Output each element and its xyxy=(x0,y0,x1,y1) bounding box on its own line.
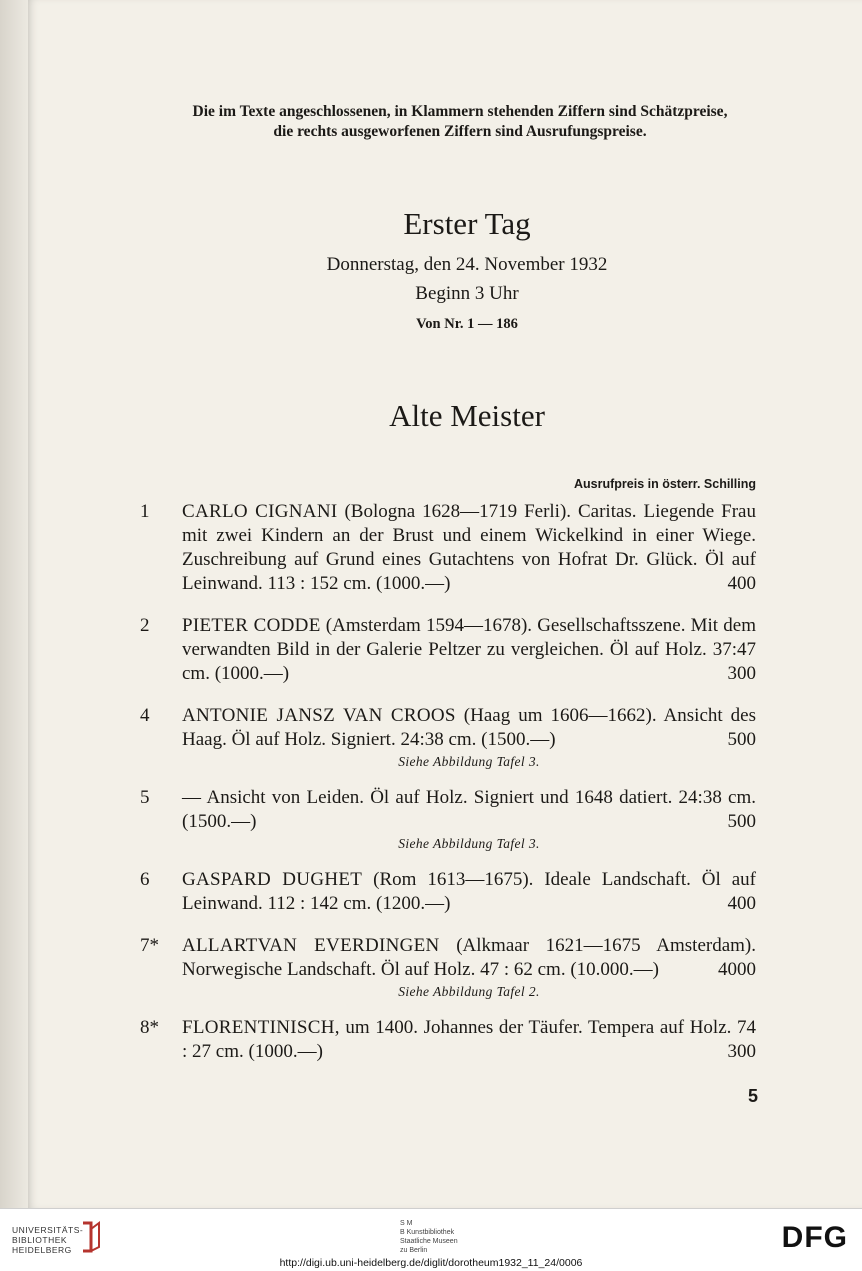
lot-description xyxy=(182,500,756,596)
intro-line-1: Die im Texte angeschlossenen, in Klammern stehenden Ziffern sind Schätzpreise, xyxy=(192,103,728,120)
lot-number: 4 xyxy=(140,705,150,726)
university-logo-icon xyxy=(80,1219,102,1255)
smb-line-1: S M xyxy=(400,1220,413,1227)
plate-reference: Siehe Abbildung Tafel 3. xyxy=(398,836,540,851)
lot-text: (Amsterdam 1594—1678). Gesellschaftsszene. Mit dem verwandten Bild in der Galerie Peltzer zu vergleichen. Öl auf Holz. 37:47 cm. (1000.—) xyxy=(182,615,756,684)
lot-number: 6 xyxy=(140,869,150,890)
lot-artist: PIETER CODDE xyxy=(182,615,321,636)
lot-description xyxy=(182,786,756,834)
lot-description xyxy=(182,868,756,916)
day-title: Erster Tag xyxy=(403,206,531,241)
auction-date: Donnerstag, den 24. November 1932 xyxy=(326,254,608,275)
lot-artist: — xyxy=(182,787,202,808)
plate-reference: Siehe Abbildung Tafel 2. xyxy=(398,984,540,999)
auction-time: Beginn 3 Uhr xyxy=(415,283,519,304)
lot-entry xyxy=(140,1016,756,1064)
lot-artist: FLORENTINISCH, xyxy=(182,1017,340,1038)
smb-line-4: zu Berlin xyxy=(400,1247,428,1254)
lot-entry xyxy=(140,614,756,686)
lot-artist: ANTONIE JANSZ VAN CROOS xyxy=(182,705,456,726)
lot-entry xyxy=(140,786,756,854)
source-url-link[interactable]: http://digi.ub.uni-heidelberg.de/diglit/dorotheum1932_11_24/0006 xyxy=(279,1257,583,1269)
lot-text: (Rom 1613—1675). Ideale Landschaft. Öl auf Leinwand. 112 : 142 cm. (1200.—) xyxy=(182,869,756,914)
university-library-label xyxy=(12,1225,83,1255)
page-number: 5 xyxy=(747,1086,758,1106)
lot-entry xyxy=(140,500,756,596)
lot-price: 4000 xyxy=(718,959,756,980)
smb-line-2: B Kunstbibliothek xyxy=(400,1229,455,1236)
digitization-footer xyxy=(0,1208,862,1271)
lot-artist: GASPARD DUGHET xyxy=(182,869,363,890)
lot-price: 300 xyxy=(727,1041,756,1062)
university-line-1: UNIVERSITÄTS- xyxy=(12,1225,84,1235)
dfg-logo: DFG xyxy=(781,1221,848,1254)
lot-text: um 1400. Johannes der Täufer. Tempera auf Holz. 74 : 27 cm. (1000.—) xyxy=(182,1017,756,1062)
lot-entry xyxy=(140,934,756,1002)
intro-line-2: die rechts ausgeworfenen Ziffern sind Ausrufungspreise. xyxy=(273,123,647,140)
smb-kunstbibliothek-label xyxy=(400,1219,458,1255)
university-line-2: BIBLIOTHEK xyxy=(12,1235,68,1245)
lot-number: 1 xyxy=(140,501,150,522)
plate-reference: Siehe Abbildung Tafel 3. xyxy=(398,754,540,769)
lot-entry xyxy=(140,868,756,916)
lot-price: 400 xyxy=(727,893,756,914)
lot-description xyxy=(182,614,756,686)
lot-artist: CARLO CIGNANI xyxy=(182,501,338,522)
lot-description xyxy=(182,704,756,752)
lot-price: 400 xyxy=(727,573,756,594)
lot-text: (Bologna 1628—1719 Ferli). Caritas. Liegende Frau mit zwei Kindern an der Brust und einem Wickelkind in einer Wiege. Zuschreibung auf Grund eines Gutachtens von Hofrat Dr. Glück. Öl auf Leinwand. 113 : 152 cm. (1000.—) xyxy=(182,501,756,594)
lot-number: 5 xyxy=(140,787,150,808)
lot-text: (Alkmaar 1621—1675 Amsterdam). Norwegische Landschaft. Öl auf Holz. 47 : 62 cm. (10.000.—) xyxy=(182,935,756,980)
lot-number: 8* xyxy=(140,1017,159,1038)
lot-number: 7* xyxy=(140,935,159,956)
lot-price: 500 xyxy=(727,729,756,750)
university-line-3: HEIDELBERG xyxy=(12,1245,72,1255)
lot-range: Von Nr. 1 — 186 xyxy=(416,316,518,332)
lot-price: 500 xyxy=(727,811,756,832)
price-column-note: Ausrufpreis in österr. Schilling xyxy=(574,477,756,491)
lot-text: (Haag um 1606—1662). Ansicht des Haag. Öl auf Holz. Signiert. 24:38 cm. (1500.—) xyxy=(182,705,756,750)
lot-description xyxy=(182,934,756,982)
lot-artist: ALLARTVAN EVERDINGEN xyxy=(182,935,440,956)
section-title: Alte Meister xyxy=(389,398,545,433)
lot-price: 300 xyxy=(727,663,756,684)
smb-line-3: Staatliche Museen xyxy=(400,1238,458,1245)
lot-text: Ansicht von Leiden. Öl auf Holz. Signiert und 1648 datiert. 24:38 cm. (1500.—) xyxy=(182,787,757,832)
lot-number: 2 xyxy=(140,615,150,636)
lot-description xyxy=(182,1016,756,1064)
lot-entry xyxy=(140,704,756,772)
